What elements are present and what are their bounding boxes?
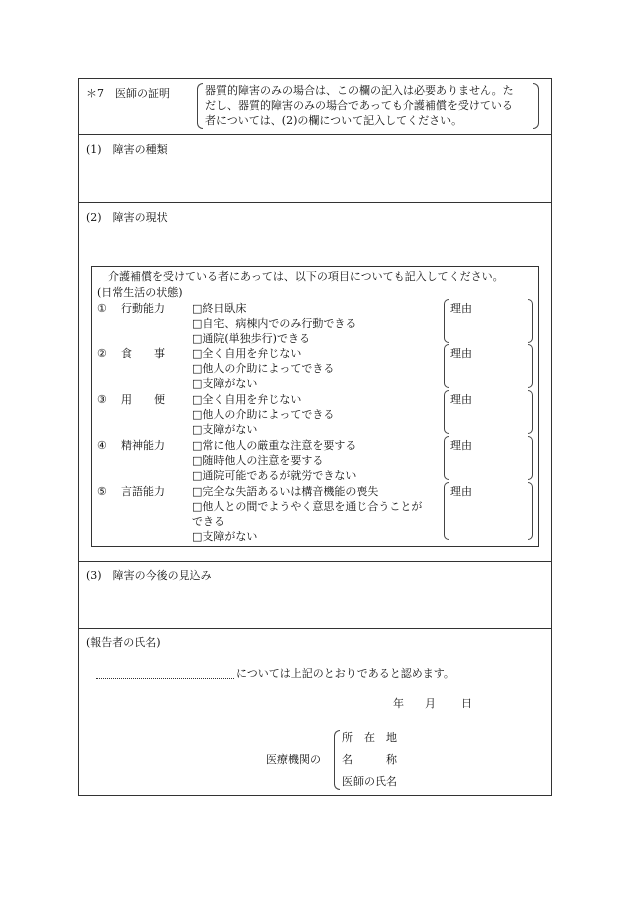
- institution-label: 医療機関の: [266, 753, 321, 766]
- reason-brace-right: [528, 299, 533, 343]
- reporter-title: (報告者の氏名): [86, 636, 161, 649]
- reporter-name-line: [96, 678, 234, 679]
- item-option: □終日臥床: [192, 302, 247, 315]
- item-option: □完全な失語あるいは構音機能の喪失: [192, 485, 379, 498]
- section-2-title: (2) 障害の現状: [86, 211, 168, 224]
- reason-label: 理由: [450, 393, 472, 406]
- reason-brace-left: [444, 482, 449, 540]
- reason-brace-left: [444, 344, 449, 388]
- date-year: 年: [393, 697, 404, 710]
- reason-brace-right: [528, 482, 533, 540]
- institution-name: 名 称: [342, 753, 397, 766]
- divider: [78, 561, 552, 562]
- item-number: ③: [97, 393, 107, 406]
- institution-brace: [334, 730, 340, 790]
- reason-brace-left: [444, 436, 449, 480]
- item-option: □常に他人の厳重な注意を要する: [192, 439, 357, 452]
- header-note-line-3: 者については、(2)の欄について記入してください。: [205, 114, 463, 127]
- header-note-line-2: だし、器質的障害のみの場合であっても介護補償を受けている: [205, 99, 513, 112]
- item-option: □他人の介助によってできる: [192, 408, 335, 421]
- item-name: 精神能力: [121, 439, 165, 452]
- item-option: □通院可能であるが就労できない: [192, 469, 357, 482]
- item-option: □支障がない: [192, 530, 258, 543]
- divider: [78, 628, 552, 629]
- header-label: ＊7 医師の証明: [86, 87, 170, 100]
- section-3-title: (3) 障害の今後の見込み: [86, 569, 212, 582]
- date-month: 月: [425, 697, 436, 710]
- item-name: 用 便: [121, 393, 165, 406]
- reason-label: 理由: [450, 347, 472, 360]
- reason-brace-right: [528, 436, 533, 480]
- item-option: □全く自用を弁じない: [192, 393, 302, 406]
- item-option: □通院(単独歩行)できる: [192, 332, 310, 345]
- institution-address: 所 在 地: [342, 731, 397, 744]
- reporter-statement: については上記のとおりであると認めます。: [236, 667, 455, 680]
- item-number: ②: [97, 347, 107, 360]
- note-brace-left: [197, 83, 203, 129]
- inner-subtitle: (日常生活の状態): [97, 286, 183, 299]
- item-number: ⑤: [97, 485, 107, 498]
- item-option: できる: [192, 515, 225, 528]
- note-brace-right: [533, 83, 539, 129]
- header-note-line-1: 器質的障害のみの場合は、この欄の記入は必要ありません。た: [205, 84, 514, 97]
- item-option: □支障がない: [192, 377, 258, 390]
- reason-label: 理由: [450, 485, 472, 498]
- item-option: □全く自用を弁じない: [192, 347, 302, 360]
- item-name: 行動能力: [121, 302, 165, 315]
- reason-brace-right: [528, 390, 533, 434]
- item-option: □支障がない: [192, 423, 258, 436]
- inner-intro: 介護補償を受けている者にあっては、以下の項目についても記入してください。: [108, 270, 504, 283]
- item-option: □自宅、病棟内でのみ行動できる: [192, 317, 357, 330]
- divider: [78, 134, 552, 135]
- item-name: 言語能力: [121, 485, 165, 498]
- reason-label: 理由: [450, 439, 472, 452]
- reason-brace-left: [444, 299, 449, 343]
- item-number: ①: [97, 302, 107, 315]
- date-day: 日: [461, 697, 472, 710]
- item-option: □他人との間でようやく意思を通じ合うことが: [192, 500, 423, 513]
- doctor-name: 医師の氏名: [342, 775, 397, 788]
- reason-label: 理由: [450, 302, 472, 315]
- item-option: □随時他人の注意を要する: [192, 454, 324, 467]
- reason-brace-right: [528, 344, 533, 388]
- section-1-title: (1) 障害の種類: [86, 143, 168, 156]
- item-name: 食 事: [121, 347, 165, 360]
- divider: [78, 202, 552, 203]
- reason-brace-left: [444, 390, 449, 434]
- item-option: □他人の介助によってできる: [192, 362, 335, 375]
- item-number: ④: [97, 439, 107, 452]
